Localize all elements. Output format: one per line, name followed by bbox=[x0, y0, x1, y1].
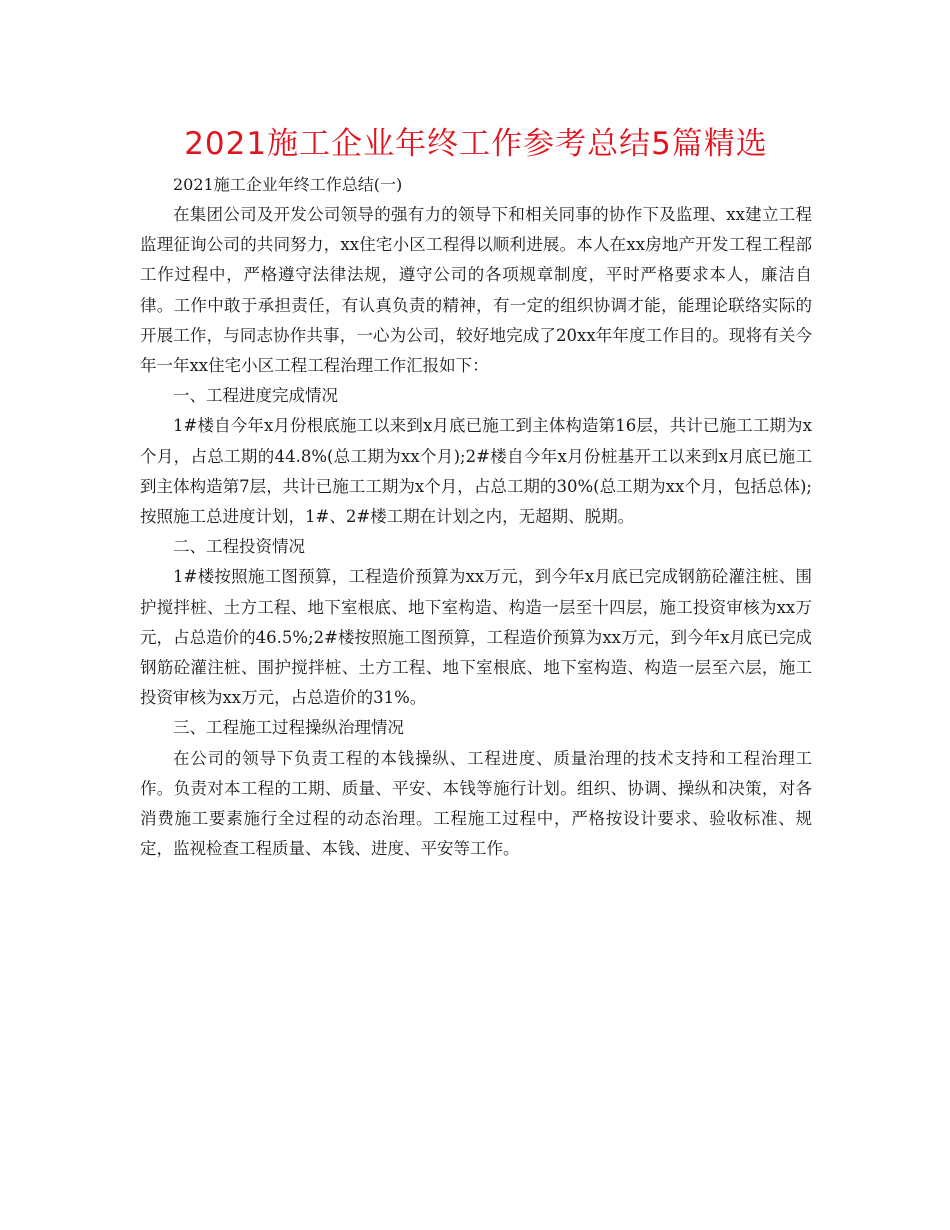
section-heading-progress: 一、工程进度完成情况 bbox=[173, 386, 338, 406]
management-paragraph: 在公司的领导下负责工程的本钱操纵、工程进度、质量治理的技术支持和工程治理工作。负责对本工程的工期、质量、平安、本钱等施行计划。组织、协调、操纵和决策，对各消费施工要素施行全过程的动态治理。工程施工过程中，严格按设计要求、验收标准、规定，监视检查工程质量、本钱、进度、平安等工作。 bbox=[140, 748, 812, 859]
intro-paragraph: 在集团公司及开发公司领导的强有力的领导下和相关同事的协作下及监理、xx建立工程监理征询公司的共同努力，xx住宅小区工程得以顺利进展。本人在xx房地产开发工程工程部工作过程中，严格遵守法律法规，遵守公司的各项规章制度，平时严格要求本人，廉洁自律。工作中敢于承担责任，有认真负责的精神，有一定的组织协调才能，能理论联络实际的开展工作，与同志协作共事，一心为公司，较好地完成了20xx年年度工作目的。现将有关今年一年xx住宅小区工程工程治理工作汇报如下： bbox=[140, 205, 812, 376]
document-subtitle: 2021施工企业年终工作总结(一) bbox=[173, 175, 403, 194]
document-title: 2021施工企业年终工作参考总结5篇精选 bbox=[184, 126, 768, 162]
investment-paragraph: 1#楼按照施工图预算，工程造价预算为xx万元，到今年x月底已完成钢筋砼灌注桩、围护搅拌桩、土方工程、地下室根底、地下室构造、构造一层至十四层，施工投资审核为xx万元，占总造价的46.5%;2#楼按照施工图预算，工程造价预算为xx万元，到今年x月底已完成钢筋砼灌注桩、围护搅拌桩、土方工程、地下室根底、地下室构造、构造一层至六层，施工投资审核为xx万元，占总造价的31%。 bbox=[140, 567, 812, 708]
section-heading-investment: 二、工程投资情况 bbox=[173, 537, 305, 557]
section-heading-management: 三、工程施工过程操纵治理情况 bbox=[173, 718, 404, 738]
document-page bbox=[140, 118, 812, 864]
progress-paragraph: 1#楼自今年x月份根底施工以来到x月底已施工到主体构造第16层，共计已施工工期为x个月，占总工期的44.8%(总工期为xx个月);2#楼自今年x月份桩基开工以来到x月底已施工到主体构造第7层，共计已施工工期为x个月，占总工期的30%(总工期为xx个月，包括总体);按照施工总进度计划，1#、2#楼工期在计划之内，无超期、脱期。 bbox=[140, 416, 812, 527]
